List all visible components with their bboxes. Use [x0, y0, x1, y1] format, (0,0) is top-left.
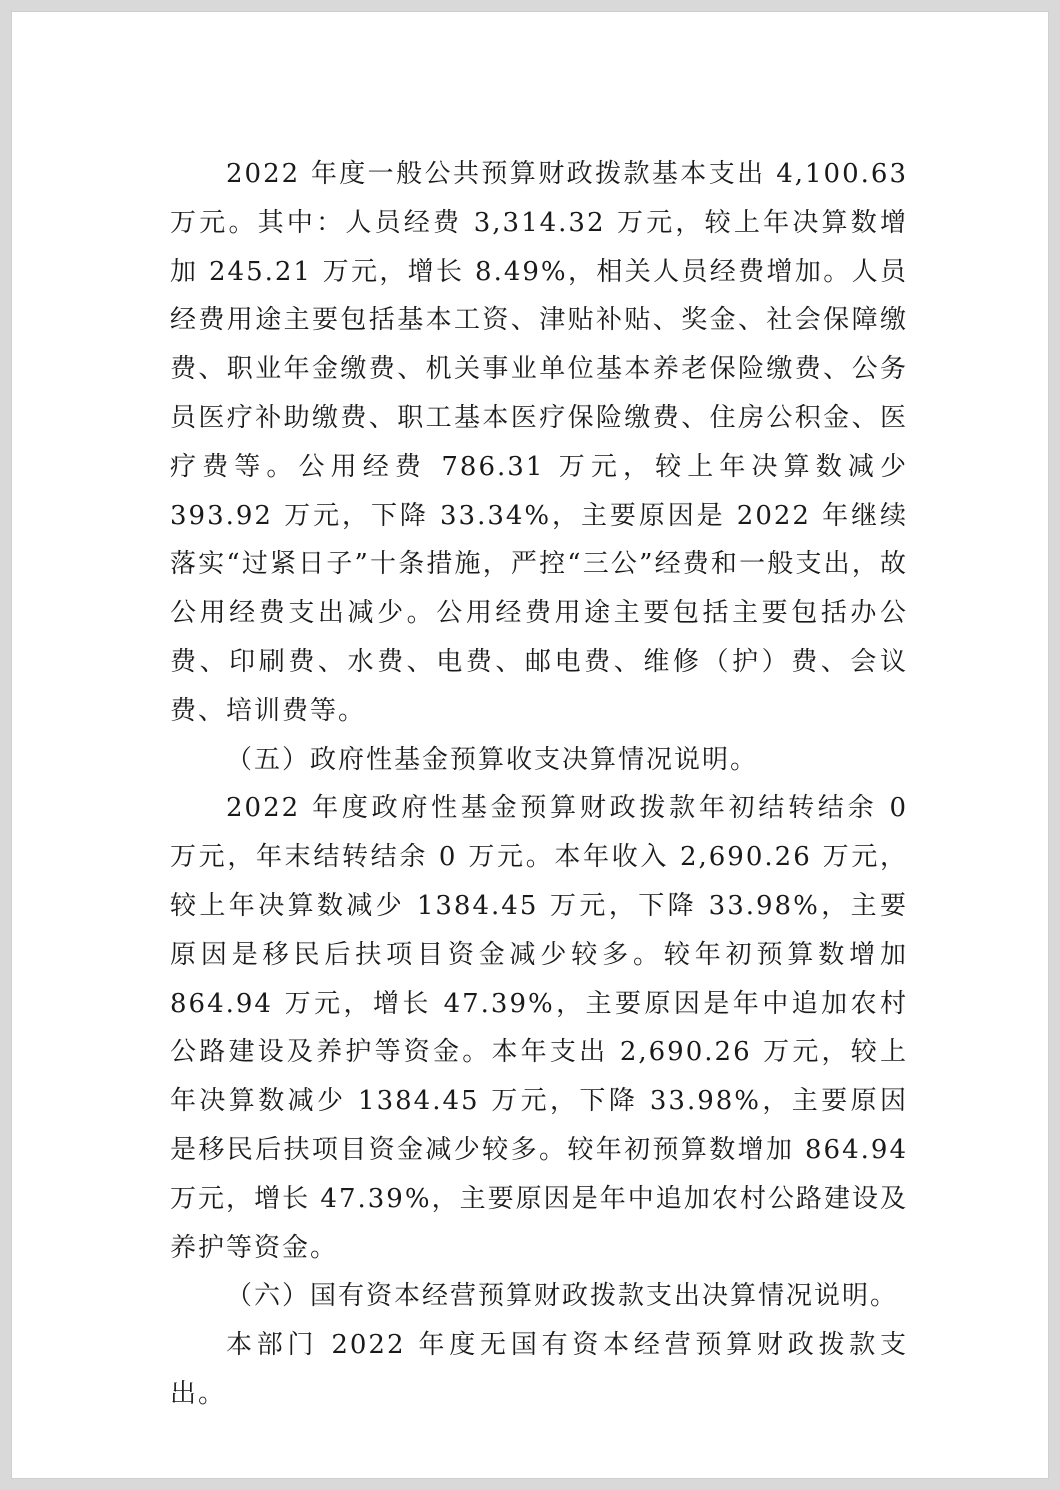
paragraph-government-fund: 2022 年度政府性基金预算财政拨款年初结转结余 0 万元，年末结转结余 0 万元。本年收入 2,690.26 万元，较上年决算数减少 1384.45 万元，下降 33.98%，主要原因是移民后扶项目资金减少较多。较年初预算数增加 864.94 万元，增长 47.39%，主要原因是年中追加农村公路建设及养护等资金。本年支出 2,690.26 万元，较上年决算数减少 1384.45 万元，下降 33.98%，主要原因是移民后扶项目资金减少较多。较年初预算数增加 864.94 万元，增长 47.39%，主要原因是年中追加农村公路建设及养护等资金。	[170, 793, 908, 1263]
document-body	[170, 150, 908, 1419]
document-page	[12, 12, 1048, 1478]
paragraph-basic-expenditure: 2022 年度一般公共预算财政拨款基本支出 4,100.63 万元。其中：人员经费 3,314.32 万元，较上年决算数增加 245.21 万元，增长 8.49%，相关人员经费增加。人员经费用途主要包括基本工资、津贴补贴、奖金、社会保障缴费、职业年金缴费、机关事业单位基本养老保险缴费、公务员医疗补助缴费、职工基本医疗保险缴费、住房公积金、医疗费等。公用经费 786.31 万元，较上年决算数减少 393.92 万元，下降 33.34%，主要原因是 2022 年继续落实“过紧日子”十条措施，严控“三公”经费和一般支出，故公用经费支出减少。公用经费用途主要包括主要包括办公费、印刷费、水费、电费、邮电费、维修（护）费、会议费、培训费等。	[170, 159, 908, 726]
section-heading-government-fund: （五）政府性基金预算收支决算情况说明。	[226, 744, 759, 775]
section-heading-state-capital: （六）国有资本经营预算财政拨款支出决算情况说明。	[226, 1281, 899, 1312]
paragraph-state-capital: 本部门 2022 年度无国有资本经营预算财政拨款支出。	[170, 1330, 908, 1409]
